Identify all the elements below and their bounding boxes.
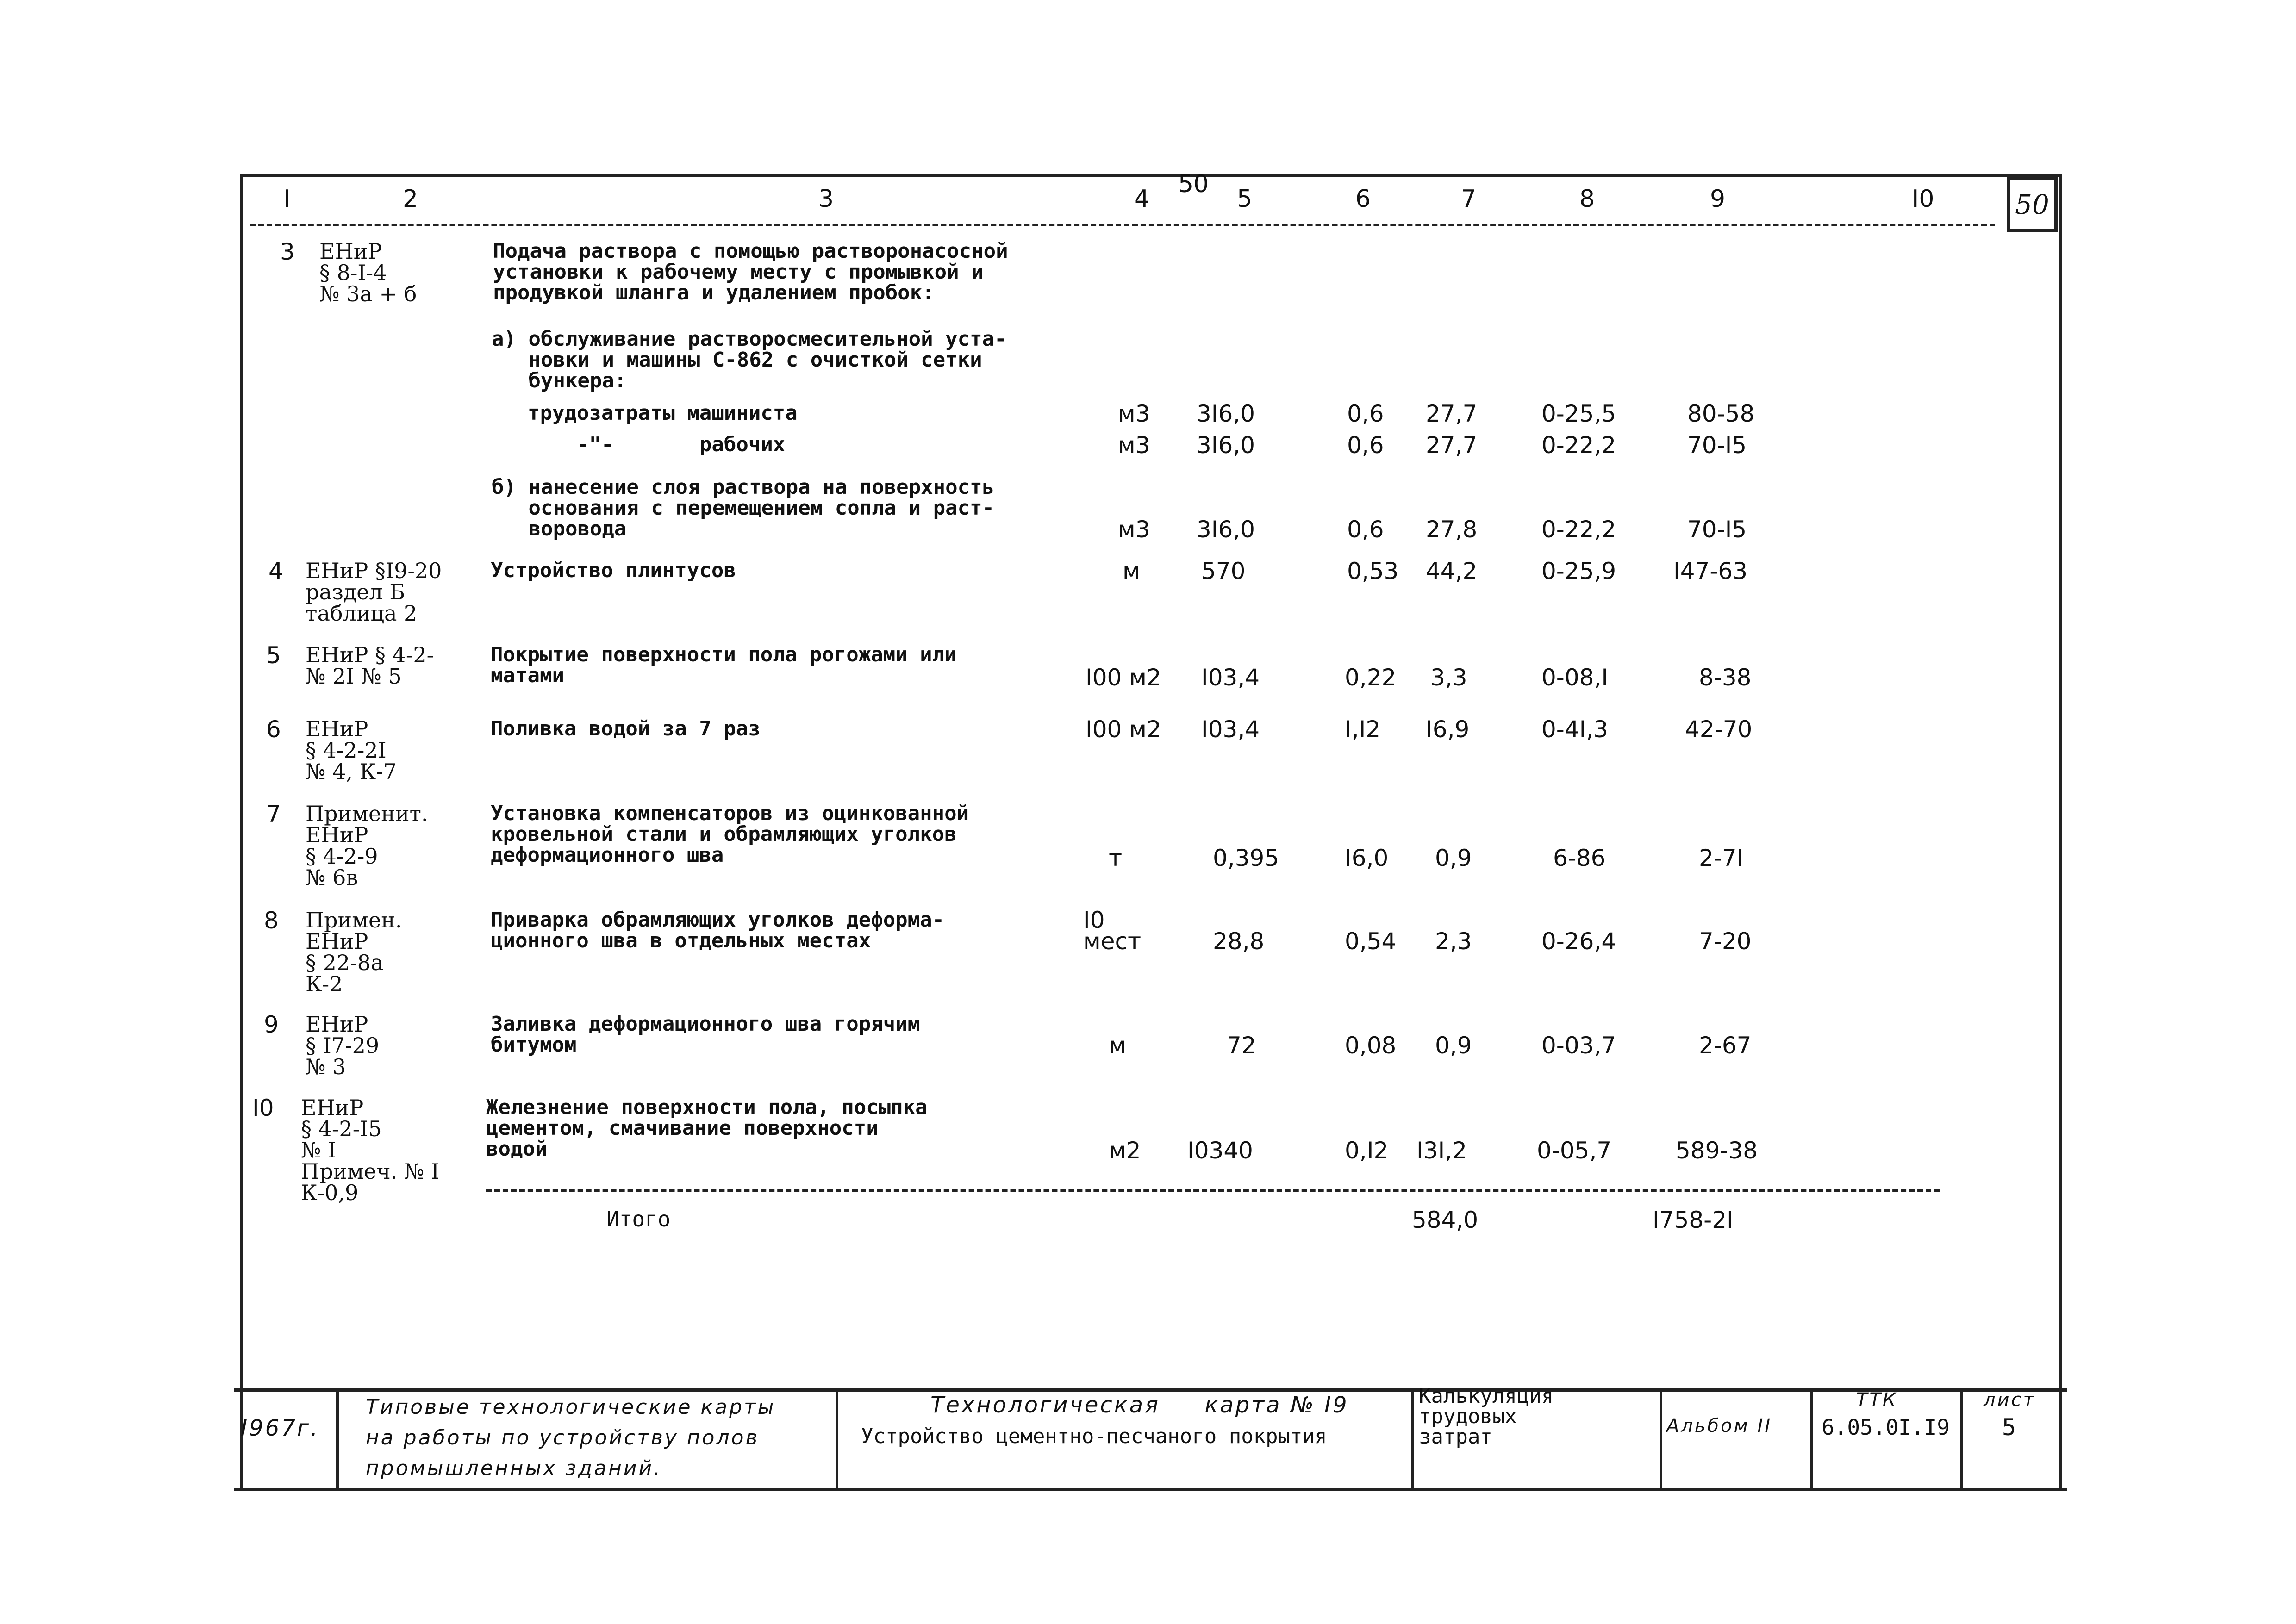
work-description: Железнение поверхности пола, посыпка цементом, смачивание поверхности водой bbox=[486, 1095, 928, 1161]
column-header: 5 bbox=[1237, 185, 1253, 213]
work-description: Подача раствора с помощью растворонасосной установки к рабочему месту с промывкой и продувкой шланга и удалением пробок: bbox=[493, 239, 1008, 305]
column-header: I0 bbox=[1912, 185, 1934, 213]
time-norm: 0,I2 bbox=[1345, 1137, 1389, 1164]
labor-cost: 3,3 bbox=[1430, 664, 1467, 691]
wage-cost: 70-I5 bbox=[1687, 432, 1747, 459]
norm-reference: Применит. ЕНиР § 4-2-9 № 6в bbox=[306, 801, 428, 890]
labor-cost: I6,9 bbox=[1426, 716, 1470, 743]
norm-reference: ЕНиР § 4-2- № 2I № 5 bbox=[306, 642, 434, 689]
total-cost: I758-2I bbox=[1653, 1207, 1734, 1233]
stamp-divider bbox=[1660, 1388, 1662, 1491]
stamp-album: Альбом II bbox=[1666, 1415, 1772, 1437]
unit: м bbox=[1123, 558, 1140, 585]
unit: т bbox=[1109, 845, 1123, 871]
norm-reference: Примен. ЕНиР § 22-8а К-2 bbox=[306, 908, 402, 996]
column-header: 4 bbox=[1134, 185, 1150, 213]
column-header: 6 bbox=[1355, 185, 1371, 213]
work-description: а) обслуживание растворосмесительной уста- новки и машины С-862 с очисткой сетки бункера: bbox=[492, 327, 1007, 392]
row-number: 6 bbox=[266, 716, 281, 743]
column-header: I bbox=[283, 185, 291, 213]
stamp-divider bbox=[1411, 1388, 1414, 1491]
row-number: 4 bbox=[268, 558, 283, 585]
unit: м3 bbox=[1118, 400, 1150, 427]
time-norm: 0,54 bbox=[1345, 928, 1397, 955]
rate: 0-26,4 bbox=[1541, 928, 1616, 955]
labor-cost: I3I,2 bbox=[1416, 1137, 1467, 1164]
rate: 0-22,2 bbox=[1541, 432, 1616, 459]
unit: I00 м2 bbox=[1086, 716, 1161, 743]
row-number: 8 bbox=[264, 907, 279, 934]
rate: 0-08,I bbox=[1541, 664, 1609, 691]
quantity: 570 bbox=[1201, 558, 1246, 585]
row-number: 3 bbox=[280, 238, 295, 265]
stamp-sheet-number: 5 bbox=[2002, 1414, 2016, 1441]
total-labor: 584,0 bbox=[1412, 1207, 1479, 1233]
norm-reference: ЕНиР § I7-29 № 3 bbox=[306, 1012, 380, 1079]
work-description: Установка компенсаторов из оцинкованной кровельной стали и обрамляющих уголков деформационного шва bbox=[491, 802, 969, 867]
total-divider bbox=[486, 1189, 1940, 1192]
time-norm: 0,6 bbox=[1347, 432, 1384, 459]
rate: 0-03,7 bbox=[1541, 1032, 1616, 1059]
wage-cost: 2-7I bbox=[1699, 845, 1744, 871]
unit: I0 мест bbox=[1083, 907, 1142, 955]
stamp-divider bbox=[1810, 1388, 1813, 1491]
work-description: Устройство плинтусов bbox=[491, 559, 736, 582]
stamp-divider bbox=[1960, 1388, 1963, 1491]
time-norm: I,I2 bbox=[1345, 716, 1381, 743]
labor-cost: 2,3 bbox=[1435, 928, 1472, 955]
quantity: 28,8 bbox=[1213, 928, 1265, 955]
column-header: 7 bbox=[1461, 185, 1477, 213]
wage-cost: 80-58 bbox=[1687, 400, 1755, 427]
quantity: I03,4 bbox=[1201, 716, 1260, 743]
work-description: б) нанесение слоя раствора на поверхность основания с перемещением сопла и раст- воровода bbox=[492, 475, 995, 541]
stamp-sheet-label: лист bbox=[1984, 1389, 2036, 1411]
wage-cost: 7-20 bbox=[1699, 928, 1752, 955]
quantity: I0340 bbox=[1187, 1137, 1253, 1164]
stamp-code-label: ТТК bbox=[1856, 1389, 1898, 1411]
work-description: Покрытие поверхности пола рогожами или матами bbox=[491, 643, 957, 687]
time-norm: 0,08 bbox=[1345, 1032, 1397, 1059]
norm-reference: ЕНиР § 4-2-2I № 4, К-7 bbox=[306, 716, 397, 784]
unit: I00 м2 bbox=[1086, 664, 1161, 691]
labor-cost: 27,7 bbox=[1426, 400, 1478, 427]
unit: м3 bbox=[1118, 516, 1150, 543]
quantity: 72 bbox=[1227, 1032, 1256, 1059]
row-number: 7 bbox=[266, 801, 281, 828]
wage-cost: 70-I5 bbox=[1687, 516, 1747, 543]
quantity: 0,395 bbox=[1213, 845, 1279, 871]
quantity: 3I6,0 bbox=[1197, 516, 1255, 543]
labor-cost: 27,7 bbox=[1426, 432, 1478, 459]
rate: 0-25,9 bbox=[1541, 558, 1616, 585]
stamp-divider bbox=[336, 1388, 339, 1491]
quantity: 3I6,0 bbox=[1197, 400, 1255, 427]
time-norm: I6,0 bbox=[1345, 845, 1389, 871]
wage-cost: 2-67 bbox=[1699, 1032, 1752, 1059]
work-description: Приварка обрамляющих уголков деформа- ционного шва в отдельных местах bbox=[491, 908, 945, 952]
unit: м3 bbox=[1118, 432, 1150, 459]
norm-reference: ЕНиР § 4-2-I5 № I Примеч. № I К-0,9 bbox=[301, 1095, 440, 1205]
work-description: -"- рабочих bbox=[528, 433, 786, 456]
unit: м bbox=[1109, 1032, 1126, 1059]
stamp-section: Калькуляция трудовых затрат bbox=[1419, 1384, 1554, 1449]
work-description: трудозатраты машиниста bbox=[528, 401, 798, 425]
row-number: I0 bbox=[252, 1095, 274, 1121]
quantity: I03,4 bbox=[1201, 664, 1260, 691]
labor-cost: 27,8 bbox=[1426, 516, 1478, 543]
column-header: 3 bbox=[818, 185, 834, 213]
header-divider bbox=[250, 224, 1995, 226]
time-norm: 0,6 bbox=[1347, 516, 1384, 543]
labor-cost: 44,2 bbox=[1426, 558, 1478, 585]
column-header: 8 bbox=[1579, 185, 1595, 213]
time-norm: 0,22 bbox=[1345, 664, 1397, 691]
wage-cost: 42-70 bbox=[1685, 716, 1753, 743]
wage-cost: 8-38 bbox=[1699, 664, 1752, 691]
stamp-series-title: Типовые технологические карты на работы по устройству полов промышленных зданий. bbox=[366, 1395, 776, 1480]
stamp-year: I967г. bbox=[241, 1415, 320, 1441]
unit: м2 bbox=[1109, 1137, 1141, 1164]
stamp-card-subject: Устройство цементно-песчаного покрытия bbox=[861, 1425, 1327, 1448]
rate: 0-25,5 bbox=[1541, 400, 1616, 427]
labor-cost: 0,9 bbox=[1435, 1032, 1472, 1059]
time-norm: 0,53 bbox=[1347, 558, 1399, 585]
rate: 6-86 bbox=[1553, 845, 1606, 871]
work-description: Поливка водой за 7 раз bbox=[491, 717, 761, 740]
norm-reference: ЕНиР §I9-20 раздел Б таблица 2 bbox=[306, 558, 442, 626]
row-number: 9 bbox=[264, 1011, 279, 1038]
column-header: 9 bbox=[1710, 185, 1726, 213]
rate: 0-05,7 bbox=[1537, 1137, 1612, 1164]
stamp-code: 6.05.0I.I9 bbox=[1822, 1415, 1950, 1440]
sheet-marker-top: 50 bbox=[1178, 170, 1209, 198]
wage-cost: 589-38 bbox=[1676, 1137, 1758, 1164]
labor-cost: 0,9 bbox=[1435, 845, 1472, 871]
stamp-divider bbox=[836, 1388, 838, 1491]
wage-cost: I47-63 bbox=[1673, 558, 1748, 585]
total-label: Итого bbox=[606, 1207, 671, 1232]
column-header: 2 bbox=[403, 185, 418, 213]
work-description: Заливка деформационного шва горячим битумом bbox=[491, 1012, 920, 1057]
row-number: 5 bbox=[266, 642, 281, 669]
stamp-card-title: Технологическая карта № I9 bbox=[930, 1392, 1349, 1418]
time-norm: 0,6 bbox=[1347, 400, 1384, 427]
rate: 0-22,2 bbox=[1541, 516, 1616, 543]
norm-reference: ЕНиР § 8-I-4 № 3а + б bbox=[319, 239, 417, 306]
rate: 0-4I,3 bbox=[1541, 716, 1609, 743]
quantity: 3I6,0 bbox=[1197, 432, 1255, 459]
sheet-marker-corner: 50 bbox=[2007, 177, 2058, 232]
